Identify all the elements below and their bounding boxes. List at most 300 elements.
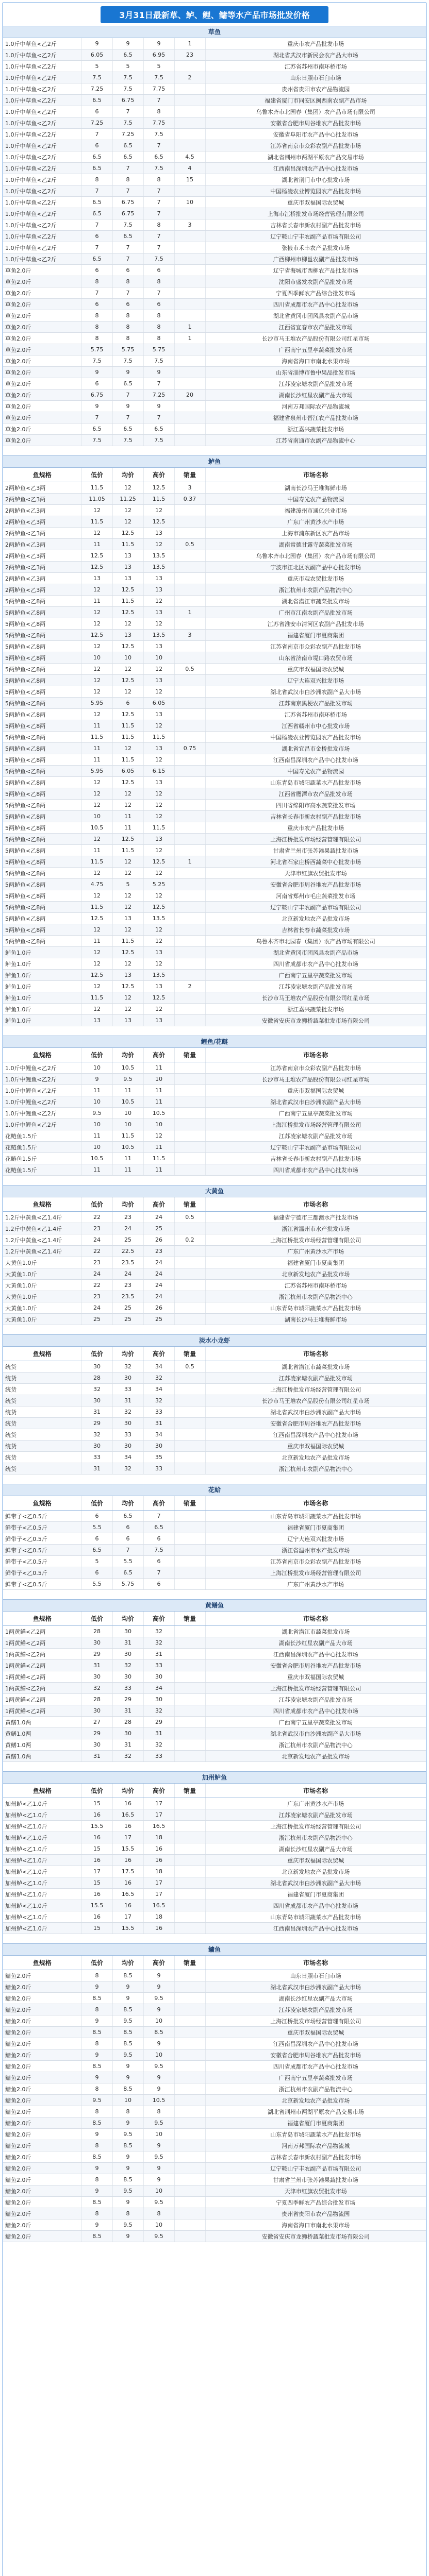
cell-avg: 7 bbox=[112, 185, 143, 197]
cell-vol bbox=[174, 1280, 205, 1291]
column-header-spec: 鱼规格 bbox=[3, 1496, 81, 1511]
cell-low: 22 bbox=[81, 1246, 112, 1257]
cell-avg: 9.5 bbox=[112, 1074, 143, 1085]
cell-avg: 30 bbox=[112, 1440, 143, 1452]
cell-vol bbox=[174, 1223, 205, 1234]
cell-market: 辽宁鞍山宁丰农副产品市场有限公司 bbox=[205, 231, 426, 242]
cell-spec: 5两鲈鱼<乙8两 bbox=[3, 822, 81, 834]
cell-market: 长沙市马王堆农产品股份有限公司红星市场 bbox=[205, 1395, 426, 1406]
cell-avg: 12 bbox=[112, 1004, 143, 1015]
cell-spec: 草鱼2.0斤 bbox=[3, 287, 81, 299]
cell-market: 浙江嘉兴蔬菜批发市场 bbox=[205, 1004, 426, 1015]
cell-vol bbox=[174, 936, 205, 947]
table-row bbox=[3, 2129, 426, 2140]
cell-vol: 2 bbox=[174, 72, 205, 83]
cell-high: 13 bbox=[143, 573, 174, 584]
cell-low: 25 bbox=[81, 1314, 112, 1325]
cell-vol bbox=[174, 675, 205, 686]
cell-low: 10 bbox=[81, 1062, 112, 1074]
cell-vol bbox=[174, 2174, 205, 2185]
cell-vol bbox=[174, 992, 205, 1004]
cell-high: 7 bbox=[143, 1511, 174, 1522]
cell-market: 湖北省武汉市白沙洲农副产品大市场 bbox=[205, 1981, 426, 1993]
cell-high: 10.5 bbox=[143, 1108, 174, 1119]
column-header-vol: 销量 bbox=[174, 468, 205, 482]
cell-high: 16 bbox=[143, 1923, 174, 1934]
cell-low: 11.5 bbox=[81, 992, 112, 1004]
cell-vol bbox=[174, 1751, 205, 1762]
cell-low: 5.5 bbox=[81, 1522, 112, 1533]
price-table bbox=[3, 1496, 426, 1590]
cell-spec: 2两鲈鱼<乙3两 bbox=[3, 562, 81, 573]
cell-spec: 5两鲈鱼<乙8两 bbox=[3, 607, 81, 618]
cell-spec: 1.0斤中草鱼<乙2斤 bbox=[3, 83, 81, 95]
cell-market: 浙江嘉兴蔬菜批发市场 bbox=[205, 423, 426, 435]
cell-high: 11 bbox=[143, 1096, 174, 1108]
cell-market: 江西省宜春市农产品批发市场 bbox=[205, 321, 426, 333]
cell-spec: 1.0斤中草鱼<乙2斤 bbox=[3, 38, 81, 49]
table-row bbox=[3, 1108, 426, 1119]
cell-low: 8 bbox=[81, 321, 112, 333]
cell-vol: 1 bbox=[174, 321, 205, 333]
cell-avg: 10 bbox=[112, 652, 143, 664]
cell-high: 9.5 bbox=[143, 2061, 174, 2072]
cell-market: 宁夏四季鲜农产品综合批发市场 bbox=[205, 2197, 426, 2208]
cell-avg: 7 bbox=[112, 287, 143, 299]
cell-spec: 1.0斤中草鱼<乙2斤 bbox=[3, 208, 81, 219]
cell-low: 6 bbox=[81, 1533, 112, 1545]
table-row bbox=[3, 822, 426, 834]
cell-high: 6 bbox=[143, 1556, 174, 1567]
cell-spec: 鲈鱼1.0斤 bbox=[3, 1004, 81, 1015]
cell-market: 山东省淄博市鲁中果品批发市场 bbox=[205, 367, 426, 378]
cell-spec: 花鲢鱼1.5斤 bbox=[3, 1153, 81, 1164]
cell-low: 6.5 bbox=[81, 197, 112, 208]
cell-spec: 加州鲈<乙1.0斤 bbox=[3, 1798, 81, 1809]
price-table bbox=[3, 1048, 426, 1176]
cell-high: 7.5 bbox=[143, 163, 174, 174]
cell-market: 江西南昌深圳农产品中心批发市场 bbox=[205, 1923, 426, 1934]
cell-spec: 2两鲈鱼<乙3两 bbox=[3, 516, 81, 528]
cell-low: 8 bbox=[81, 1970, 112, 1981]
cell-high: 32 bbox=[143, 1372, 174, 1384]
table-row bbox=[3, 1821, 426, 1832]
cell-spec: 5两鲈鱼<乙8两 bbox=[3, 913, 81, 924]
cell-high: 24 bbox=[143, 1268, 174, 1280]
cell-market: 广东广州黄沙水产市场 bbox=[205, 1798, 426, 1809]
table-row bbox=[3, 1877, 426, 1889]
price-page bbox=[3, 3, 426, 2576]
table-row bbox=[3, 1257, 426, 1268]
cell-spec: 鲜带子<乙0.5斤 bbox=[3, 1533, 81, 1545]
cell-market: 上海市浦东新区农产品市场 bbox=[205, 528, 426, 539]
table-row bbox=[3, 1142, 426, 1153]
cell-spec: 统货 bbox=[3, 1418, 81, 1429]
cell-spec: 2两鲈鱼<乙3两 bbox=[3, 505, 81, 516]
cell-market: 湖北省荆门市中心批发市场 bbox=[205, 174, 426, 185]
table-row bbox=[3, 539, 426, 550]
table-row bbox=[3, 1717, 426, 1728]
cell-low: 7.25 bbox=[81, 83, 112, 95]
cell-market: 福建省厦门市夏商集团 bbox=[205, 630, 426, 641]
cell-spec: 草鱼2.0斤 bbox=[3, 389, 81, 401]
cell-low: 12.5 bbox=[81, 630, 112, 641]
table-row bbox=[3, 2004, 426, 2015]
cell-avg: 17 bbox=[112, 1832, 143, 1843]
cell-vol bbox=[174, 2061, 205, 2072]
cell-vol bbox=[174, 1246, 205, 1257]
table-row bbox=[3, 936, 426, 947]
cell-spec: 1两黄鳝<乙2两 bbox=[3, 1705, 81, 1717]
cell-avg: 12 bbox=[112, 505, 143, 516]
cell-low: 11.05 bbox=[81, 494, 112, 505]
cell-spec: 鳙鱼2.0斤 bbox=[3, 1993, 81, 2004]
cell-avg: 23.5 bbox=[112, 1257, 143, 1268]
cell-spec: 鲜带子<乙0.5斤 bbox=[3, 1522, 81, 1533]
cell-low: 7 bbox=[81, 185, 112, 197]
table-row bbox=[3, 1463, 426, 1475]
table-row bbox=[3, 1843, 426, 1855]
table-row bbox=[3, 1866, 426, 1877]
cell-low: 8.5 bbox=[81, 2197, 112, 2208]
cell-spec: 鲜带子<乙0.5斤 bbox=[3, 1545, 81, 1556]
table-row bbox=[3, 2151, 426, 2163]
cell-high: 7.5 bbox=[143, 435, 174, 446]
cell-vol: 3 bbox=[174, 630, 205, 641]
column-header-avg: 均价 bbox=[112, 1496, 143, 1511]
cell-avg: 6.75 bbox=[112, 197, 143, 208]
cell-avg: 11.5 bbox=[112, 754, 143, 766]
cell-spec: 1.0斤中草鱼<乙2斤 bbox=[3, 117, 81, 129]
cell-market: 安徽省阜阳市农产品中心批发市场 bbox=[205, 129, 426, 140]
cell-spec: 大黄鱼1.0斤 bbox=[3, 1257, 81, 1268]
table-row bbox=[3, 1649, 426, 1660]
cell-high: 10 bbox=[143, 1074, 174, 1085]
cell-market: 河南万邦国际农产品物流城 bbox=[205, 401, 426, 412]
cell-market: 重庆市双福国际农贸城 bbox=[205, 1855, 426, 1866]
cell-high: 7 bbox=[143, 208, 174, 219]
cell-vol bbox=[174, 1739, 205, 1751]
cell-market: 山东青岛市城阳蔬菜水产品批发市场 bbox=[205, 777, 426, 788]
cell-market: 江西省鹰潭市农产品批发市场 bbox=[205, 788, 426, 800]
cell-low: 8 bbox=[81, 2208, 112, 2219]
column-header-low: 低价 bbox=[81, 468, 112, 482]
cell-avg: 13 bbox=[112, 550, 143, 562]
cell-high: 6 bbox=[143, 265, 174, 276]
cell-low: 11.5 bbox=[81, 516, 112, 528]
cell-avg: 6 bbox=[112, 1522, 143, 1533]
cell-vol bbox=[174, 117, 205, 129]
cell-avg: 8 bbox=[112, 333, 143, 344]
cell-low: 8.5 bbox=[81, 2117, 112, 2129]
table-row bbox=[3, 2231, 426, 2242]
cell-market: 辽宁大连双兴批发市场 bbox=[205, 1533, 426, 1545]
cell-avg: 5.75 bbox=[112, 344, 143, 355]
cell-low: 7 bbox=[81, 219, 112, 231]
cell-high: 7.25 bbox=[143, 389, 174, 401]
price-section bbox=[3, 1185, 426, 1334]
cell-avg: 7.5 bbox=[112, 117, 143, 129]
cell-avg: 7 bbox=[112, 163, 143, 174]
cell-avg: 9.5 bbox=[112, 2015, 143, 2027]
cell-market: 江苏省南京市众彩农副产品批发市场 bbox=[205, 1556, 426, 1567]
cell-avg: 12.5 bbox=[112, 981, 143, 992]
table-row bbox=[3, 1981, 426, 1993]
cell-spec: 鲜带子<乙0.5斤 bbox=[3, 1579, 81, 1590]
cell-spec: 5两鲈鱼<乙8两 bbox=[3, 777, 81, 788]
table-row bbox=[3, 2163, 426, 2174]
cell-spec: 1两黄鳝<乙2两 bbox=[3, 1626, 81, 1637]
column-header-spec: 鱼规格 bbox=[3, 1784, 81, 1798]
cell-market: 湖北省荆州市两湖平原农产品交易市场 bbox=[205, 2106, 426, 2117]
cell-spec: 1.0斤中鲤鱼<乙2斤 bbox=[3, 1085, 81, 1096]
cell-low: 31 bbox=[81, 1660, 112, 1671]
table-row bbox=[3, 1911, 426, 1923]
cell-vol bbox=[174, 641, 205, 652]
cell-low: 9 bbox=[81, 2129, 112, 2140]
cell-spec: 5两鲈鱼<乙8两 bbox=[3, 845, 81, 856]
cell-vol bbox=[174, 1717, 205, 1728]
table-row bbox=[3, 1074, 426, 1085]
table-row bbox=[3, 675, 426, 686]
cell-high: 7 bbox=[143, 185, 174, 197]
table-row bbox=[3, 2140, 426, 2151]
table-row bbox=[3, 902, 426, 913]
cell-high: 6.5 bbox=[143, 1522, 174, 1533]
cell-avg: 5.5 bbox=[112, 1556, 143, 1567]
cell-high: 12 bbox=[143, 1004, 174, 1015]
table-row bbox=[3, 1223, 426, 1234]
cell-vol bbox=[174, 924, 205, 936]
section-spacer bbox=[3, 2242, 426, 2251]
cell-market: 宁波市江北区农副产品中心批发市场 bbox=[205, 562, 426, 573]
cell-vol bbox=[174, 1096, 205, 1108]
cell-spec: 鳙鱼2.0斤 bbox=[3, 2231, 81, 2242]
cell-high: 24 bbox=[143, 1280, 174, 1291]
cell-market: 江西南昌深圳农产品中心批发市场 bbox=[205, 754, 426, 766]
cell-low: 16 bbox=[81, 1832, 112, 1843]
table-row bbox=[3, 1164, 426, 1176]
cell-avg: 6.5 bbox=[112, 423, 143, 435]
cell-low: 32 bbox=[81, 1384, 112, 1395]
cell-spec: 5两鲈鱼<乙8两 bbox=[3, 754, 81, 766]
cell-avg: 6.5 bbox=[112, 378, 143, 389]
column-header-high: 高价 bbox=[143, 1197, 174, 1212]
section-title: 鳙鱼 bbox=[3, 1943, 426, 1956]
cell-spec: 鳙鱼2.0斤 bbox=[3, 2061, 81, 2072]
cell-avg: 11 bbox=[112, 1153, 143, 1164]
cell-vol bbox=[174, 1257, 205, 1268]
cell-low: 23 bbox=[81, 1291, 112, 1302]
cell-market: 广东广州黄沙水产市场 bbox=[205, 1246, 426, 1257]
cell-spec: 1.0斤中鲤鱼<乙2斤 bbox=[3, 1074, 81, 1085]
cell-low: 7 bbox=[81, 287, 112, 299]
cell-vol bbox=[174, 1533, 205, 1545]
cell-high: 13.5 bbox=[143, 913, 174, 924]
cell-spec: 鳙鱼2.0斤 bbox=[3, 1981, 81, 1993]
cell-low: 29 bbox=[81, 1418, 112, 1429]
cell-high: 12 bbox=[143, 936, 174, 947]
cell-market: 中国杨凌农业博览园农产品批发市场 bbox=[205, 185, 426, 197]
cell-low: 9.5 bbox=[81, 1108, 112, 1119]
cell-high: 11 bbox=[143, 1062, 174, 1074]
table-row bbox=[3, 129, 426, 140]
cell-spec: 鳙鱼2.0斤 bbox=[3, 2129, 81, 2140]
cell-high: 13 bbox=[143, 709, 174, 720]
table-header-row bbox=[3, 1612, 426, 1626]
cell-vol bbox=[174, 2027, 205, 2038]
cell-low: 8 bbox=[81, 2140, 112, 2151]
cell-spec: 统货 bbox=[3, 1406, 81, 1418]
cell-vol bbox=[174, 562, 205, 573]
cell-high: 6 bbox=[143, 1533, 174, 1545]
cell-vol: 1 bbox=[174, 333, 205, 344]
cell-low: 12 bbox=[81, 664, 112, 675]
cell-spec: 统货 bbox=[3, 1440, 81, 1452]
cell-spec: 1.0斤中草鱼<乙2斤 bbox=[3, 253, 81, 265]
table-row bbox=[3, 958, 426, 970]
cell-vol bbox=[174, 1119, 205, 1130]
cell-vol bbox=[174, 412, 205, 423]
table-row bbox=[3, 106, 426, 117]
cell-avg: 12 bbox=[112, 800, 143, 811]
table-row bbox=[3, 516, 426, 528]
cell-market: 浙江杭州市农副产品物流中心 bbox=[205, 1463, 426, 1475]
cell-spec: 加州鲈<乙1.0斤 bbox=[3, 1843, 81, 1855]
column-header-high: 高价 bbox=[143, 1347, 174, 1361]
cell-market: 湖北省荆州市两湖平原农产品交易市场 bbox=[205, 151, 426, 163]
cell-vol bbox=[174, 720, 205, 732]
cell-high: 9 bbox=[143, 401, 174, 412]
cell-market: 重庆市双福国际农贸城 bbox=[205, 1671, 426, 1683]
column-header-avg: 均价 bbox=[112, 1612, 143, 1626]
cell-low: 30 bbox=[81, 1361, 112, 1372]
cell-high: 24 bbox=[143, 1212, 174, 1223]
cell-market: 海南省海口市南北水果市场 bbox=[205, 2219, 426, 2231]
cell-vol bbox=[174, 423, 205, 435]
cell-spec: 5两鲈鱼<乙8两 bbox=[3, 698, 81, 709]
cell-vol bbox=[174, 1015, 205, 1026]
cell-vol bbox=[174, 698, 205, 709]
cell-avg: 11.5 bbox=[112, 936, 143, 947]
cell-high: 6.15 bbox=[143, 766, 174, 777]
section-spacer bbox=[3, 1026, 426, 1036]
cell-spec: 5两鲈鱼<乙8两 bbox=[3, 879, 81, 890]
cell-low: 11 bbox=[81, 720, 112, 732]
table-row bbox=[3, 494, 426, 505]
cell-low: 11 bbox=[81, 596, 112, 607]
cell-spec: 5两鲈鱼<乙8两 bbox=[3, 811, 81, 822]
table-row bbox=[3, 1291, 426, 1302]
cell-avg: 9 bbox=[112, 2117, 143, 2129]
cell-high: 30 bbox=[143, 1671, 174, 1683]
cell-high: 7 bbox=[143, 231, 174, 242]
cell-market: 上海江桥批发市场经营管理有限公司 bbox=[205, 1234, 426, 1246]
cell-low: 13 bbox=[81, 1015, 112, 1026]
cell-avg: 7.5 bbox=[112, 72, 143, 83]
cell-low: 11 bbox=[81, 936, 112, 947]
cell-market: 四川省成都市农产品中心批发市场 bbox=[205, 299, 426, 310]
table-row bbox=[3, 584, 426, 596]
column-header-high: 高价 bbox=[143, 1048, 174, 1062]
cell-high: 26 bbox=[143, 1302, 174, 1314]
column-header-high: 高价 bbox=[143, 468, 174, 482]
cell-avg: 6.5 bbox=[112, 140, 143, 151]
cell-vol bbox=[174, 1406, 205, 1418]
section-title: 黄鳝鱼 bbox=[3, 1599, 426, 1612]
cell-spec: 1两黄鳝<乙2两 bbox=[3, 1660, 81, 1671]
cell-vol bbox=[174, 754, 205, 766]
cell-low: 8.5 bbox=[81, 1993, 112, 2004]
cell-avg: 6.5 bbox=[112, 151, 143, 163]
cell-avg: 31 bbox=[112, 1395, 143, 1406]
cell-high: 7.5 bbox=[143, 1545, 174, 1556]
cell-spec: 鲈鱼1.0斤 bbox=[3, 1015, 81, 1026]
cell-high: 7 bbox=[143, 412, 174, 423]
table-row bbox=[3, 607, 426, 618]
section-spacer bbox=[3, 1176, 426, 1185]
cell-high: 12.5 bbox=[143, 482, 174, 494]
cell-low: 32 bbox=[81, 1429, 112, 1440]
cell-low: 12.5 bbox=[81, 970, 112, 981]
table-row bbox=[3, 95, 426, 106]
cell-low: 10 bbox=[81, 1142, 112, 1153]
cell-spec: 5两鲈鱼<乙8两 bbox=[3, 720, 81, 732]
cell-avg: 12.5 bbox=[112, 947, 143, 958]
cell-spec: 加州鲈<乙1.0斤 bbox=[3, 1911, 81, 1923]
cell-high: 12 bbox=[143, 618, 174, 630]
cell-market: 湖南常德甘露寺蔬菜批发市场 bbox=[205, 539, 426, 550]
cell-high: 17 bbox=[143, 1809, 174, 1821]
cell-spec: 1两黄鳝<乙2两 bbox=[3, 1671, 81, 1683]
cell-vol: 1 bbox=[174, 607, 205, 618]
cell-market: 吉林省长春市新农村副产品批发市场 bbox=[205, 2151, 426, 2163]
cell-market: 上海江桥批发市场经营管理有限公司 bbox=[205, 2015, 426, 2027]
column-header-avg: 均价 bbox=[112, 1956, 143, 1970]
table-row bbox=[3, 879, 426, 890]
cell-low: 12.5 bbox=[81, 913, 112, 924]
table-row bbox=[3, 389, 426, 401]
cell-market: 浙江省温州市水产批发市场 bbox=[205, 1223, 426, 1234]
table-row bbox=[3, 1671, 426, 1683]
cell-avg: 10 bbox=[112, 1119, 143, 1130]
cell-low: 7 bbox=[81, 129, 112, 140]
cell-low: 16 bbox=[81, 1855, 112, 1866]
cell-low: 12 bbox=[81, 981, 112, 992]
cell-vol bbox=[174, 1164, 205, 1176]
cell-market: 重庆市双福国际农贸城 bbox=[205, 664, 426, 675]
cell-avg: 12.5 bbox=[112, 709, 143, 720]
table-header-row bbox=[3, 1496, 426, 1511]
cell-vol bbox=[174, 845, 205, 856]
cell-vol bbox=[174, 2117, 205, 2129]
section-title: 淡水小龙虾 bbox=[3, 1334, 426, 1347]
cell-vol: 0.5 bbox=[174, 539, 205, 550]
cell-vol bbox=[174, 61, 205, 72]
column-header-avg: 均价 bbox=[112, 1048, 143, 1062]
table-row bbox=[3, 1809, 426, 1821]
cell-vol bbox=[174, 1395, 205, 1406]
cell-vol bbox=[174, 970, 205, 981]
cell-vol bbox=[174, 1993, 205, 2004]
cell-market: 四川省成都市农产品中心批发市场 bbox=[205, 958, 426, 970]
cell-avg: 16 bbox=[112, 1900, 143, 1911]
cell-avg: 9.5 bbox=[112, 2049, 143, 2061]
cell-avg: 7.5 bbox=[112, 219, 143, 231]
cell-avg: 8 bbox=[112, 2106, 143, 2117]
cell-market: 上海江桥批发市场经营管理有限公司 bbox=[205, 1567, 426, 1579]
cell-low: 12.5 bbox=[81, 562, 112, 573]
